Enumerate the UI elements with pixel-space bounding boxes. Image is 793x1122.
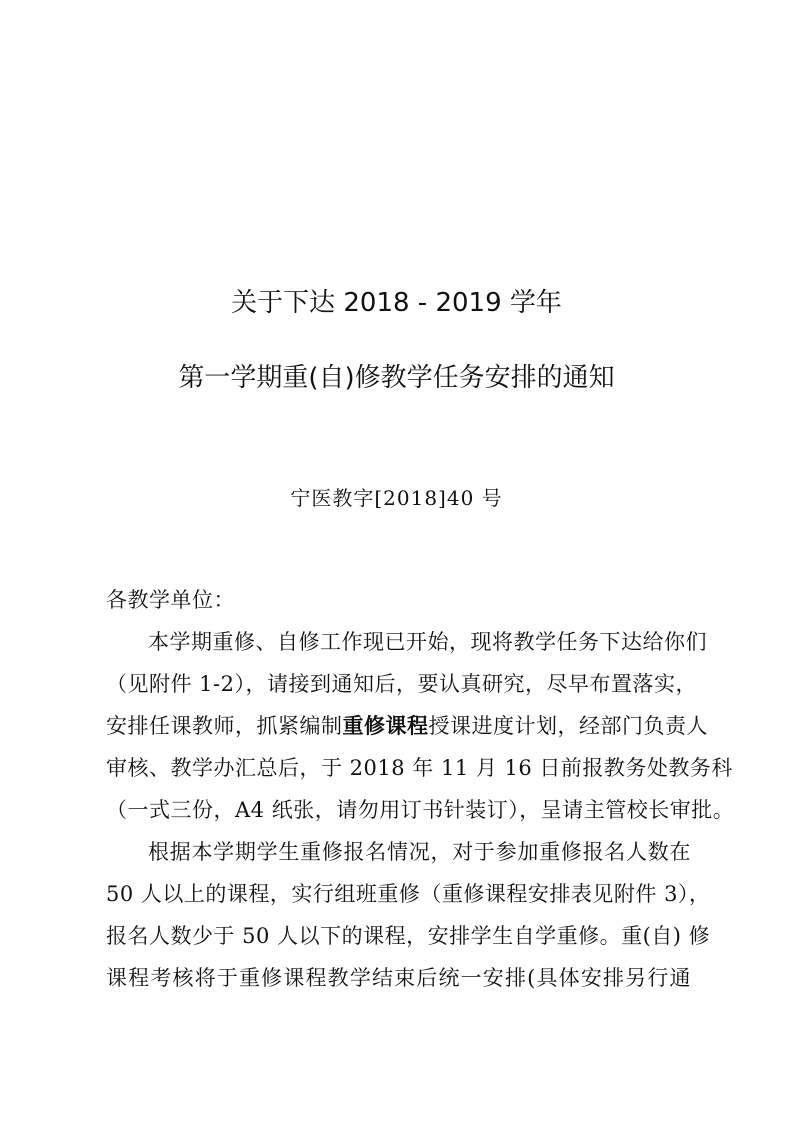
salutation: 各教学单位：: [106, 588, 235, 612]
paragraph-1-line-3-text-b: 授课进度计划，经部门负责人: [428, 714, 708, 738]
paragraph-1-line-3: [106, 711, 708, 741]
paragraph-2-line-2: 50 人以上的课程，实行组班重修（重修课程安排表见附件 3），: [106, 882, 711, 906]
paragraph-1-line-4: 审核、教学办汇总后，于 2018 年 11 月 16 日前报教务处教务科: [106, 756, 733, 780]
paragraph-1-line-5: （一式三份，A4 纸张，请勿用订书针装订），呈请主管校长审批。: [106, 798, 735, 822]
notice-title-line-2: 第一学期重(自)修教学任务安排的通知: [178, 363, 615, 393]
paragraph-1-line-1: 本学期重修、自修工作现已开始，现将教学任务下达给你们: [148, 630, 707, 654]
paragraph-2-line-3: 报名人数少于 50 人以下的课程，安排学生自学重修。重(自) 修: [106, 924, 711, 948]
notice-title-line-1: 关于下达 2018 - 2019 学年: [231, 288, 562, 318]
paragraph-2-line-4: 课程考核将于重修课程教学结束后统一安排(具体安排另行通: [106, 966, 691, 990]
paragraph-2-line-1: 根据本学期学生重修报名情况，对于参加重修报名人数在: [148, 840, 691, 864]
document-number: 宁医教字[2018]40 号: [290, 486, 503, 510]
paragraph-1-line-2: （见附件 1-2），请接到通知后，要认真研究，尽早布置落实，: [106, 672, 697, 696]
emphasized-course-term: 重修课程: [342, 713, 429, 738]
paragraph-1-line-3-text-a: 安排任课教师，抓紧编制: [106, 714, 343, 738]
